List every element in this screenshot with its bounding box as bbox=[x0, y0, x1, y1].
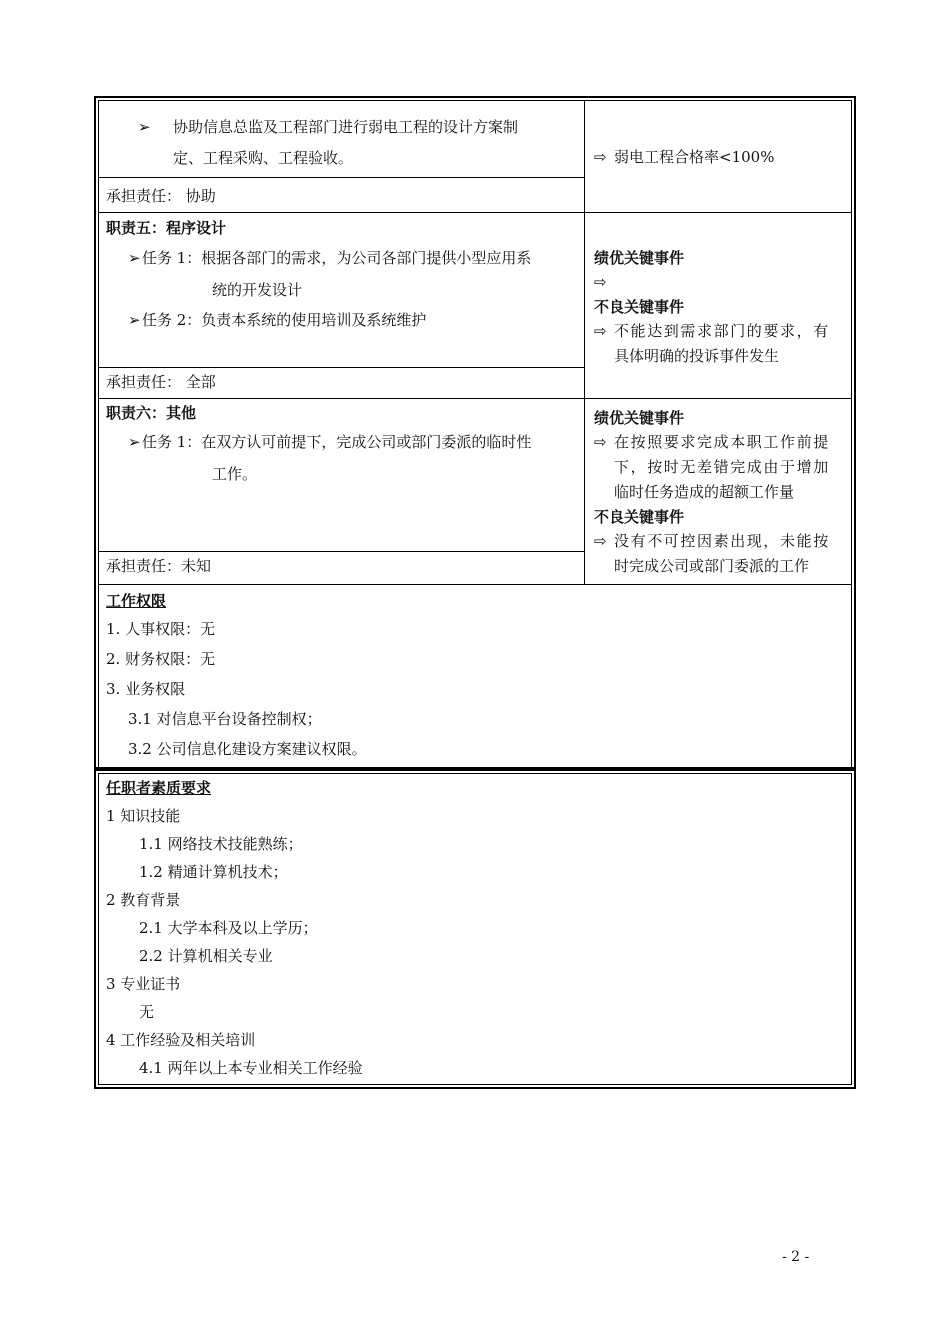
row-line bbox=[98, 212, 852, 213]
qualification-item: 2 教育背景 bbox=[106, 891, 181, 909]
bullet-icon: ➢ bbox=[128, 311, 141, 329]
duty6-bad-line1: 没有不可控因素出现，未能按 bbox=[614, 532, 830, 550]
authority-item: 1. 人事权限：无 bbox=[106, 620, 216, 638]
duty5-bad-line1: 不能达到需求部门的要求，有 bbox=[614, 322, 830, 340]
hollow-arrow-icon: ⇨ bbox=[594, 148, 607, 166]
qualification-item: 3 专业证书 bbox=[106, 975, 181, 993]
duty6-responsibility: 承担责任：未知 bbox=[106, 557, 212, 575]
hollow-arrow-icon: ⇨ bbox=[594, 273, 607, 291]
table2-border-left-outer bbox=[94, 769, 96, 1089]
authority-item: 3. 业务权限 bbox=[106, 680, 186, 698]
duty5-task1-line2: 统的开发设计 bbox=[212, 281, 303, 299]
hollow-arrow-icon: ⇨ bbox=[594, 532, 607, 550]
duty6-good-line1: 在按照要求完成本职工作前提 bbox=[614, 433, 830, 451]
row-line bbox=[98, 584, 852, 585]
table-border-left-outer bbox=[94, 96, 96, 769]
duty6-bad-line2: 时完成公司或部门委派的工作 bbox=[614, 557, 810, 575]
duty6-bad-title: 不良关键事件 bbox=[594, 508, 685, 526]
authority-title: 工作权限 bbox=[106, 592, 167, 610]
hollow-arrow-icon: ⇨ bbox=[594, 322, 607, 340]
duty6-good-line2: 下，按时无差错完成由于增加 bbox=[614, 458, 830, 476]
bullet-icon: ➢ bbox=[128, 249, 141, 267]
table2-border-right-outer bbox=[854, 769, 856, 1089]
duty6-task1-line2: 工作。 bbox=[212, 465, 258, 483]
duty4-task-line2: 定、工程采购、工程验收。 bbox=[173, 149, 354, 167]
duty5-title: 职责五：程序设计 bbox=[106, 219, 227, 237]
row-line bbox=[98, 398, 852, 399]
qualification-title: 任职者素质要求 bbox=[106, 779, 212, 797]
qualification-item: 无 bbox=[139, 1003, 155, 1021]
authority-item: 2. 财务权限：无 bbox=[106, 650, 216, 668]
table2-border-bottom-outer bbox=[94, 1087, 856, 1089]
table2-border-left-inner bbox=[98, 773, 99, 1085]
table-border-left-inner bbox=[98, 100, 99, 769]
duty6-good-line3: 临时任务造成的超额工作量 bbox=[614, 483, 795, 501]
duty6-good-title: 绩优关键事件 bbox=[594, 409, 685, 427]
duty5-good-title: 绩优关键事件 bbox=[594, 249, 685, 267]
authority-item: 3.1 对信息平台设备控制权； bbox=[128, 710, 322, 728]
duty4-responsibility: 承担责任： 协助 bbox=[106, 187, 216, 205]
table2-border-right-inner bbox=[851, 773, 852, 1085]
table2-border-bottom-inner bbox=[98, 1084, 852, 1085]
bullet-icon: ➢ bbox=[138, 118, 151, 136]
hollow-arrow-icon: ⇨ bbox=[594, 433, 607, 451]
qualification-item: 2.2 计算机相关专业 bbox=[139, 947, 273, 965]
qualification-item: 1 知识技能 bbox=[106, 807, 181, 825]
table-border-right-inner bbox=[851, 100, 852, 769]
table2-border-top-outer bbox=[94, 769, 856, 771]
duty5-bad-line2: 具体明确的投诉事件发生 bbox=[614, 347, 780, 365]
row-line bbox=[98, 367, 584, 368]
duty5-bad-title: 不良关键事件 bbox=[594, 298, 685, 316]
table-border-top-inner bbox=[98, 100, 852, 101]
row-line bbox=[98, 551, 584, 552]
table-border-right-outer bbox=[854, 96, 856, 769]
qualification-item: 1.1 网络技术技能熟练； bbox=[139, 835, 303, 853]
duty5-task1-line1: 任务 1：根据各部门的需求，为公司各部门提供小型应用系 bbox=[142, 249, 532, 267]
column-divider bbox=[584, 100, 585, 584]
row-line bbox=[98, 177, 584, 178]
qualification-item: 2.1 大学本科及以上学历； bbox=[139, 919, 318, 937]
duty6-title: 职责六：其他 bbox=[106, 404, 197, 422]
table-border-top-outer bbox=[94, 96, 856, 98]
bullet-icon: ➢ bbox=[128, 433, 141, 451]
qualification-item: 1.2 精通计算机技术； bbox=[139, 863, 288, 881]
duty4-kpi: 弱电工程合格率<100% bbox=[614, 148, 775, 166]
duty6-task1-line1: 任务 1：在双方认可前提下，完成公司或部门委派的临时性 bbox=[142, 433, 532, 451]
authority-item: 3.2 公司信息化建设方案建议权限。 bbox=[128, 740, 367, 758]
duty5-responsibility: 承担责任： 全部 bbox=[106, 373, 216, 391]
qualification-item: 4.1 两年以上本专业相关工作经验 bbox=[139, 1059, 363, 1077]
page-number: - 2 - bbox=[782, 1249, 810, 1265]
duty4-task-line1: 协助信息总监及工程部门进行弱电工程的设计方案制 bbox=[173, 118, 519, 136]
qualification-item: 4 工作经验及相关培训 bbox=[106, 1031, 256, 1049]
duty5-task2: 任务 2：负责本系统的使用培训及系统维护 bbox=[142, 311, 427, 329]
table2-border-top-inner bbox=[98, 773, 852, 774]
